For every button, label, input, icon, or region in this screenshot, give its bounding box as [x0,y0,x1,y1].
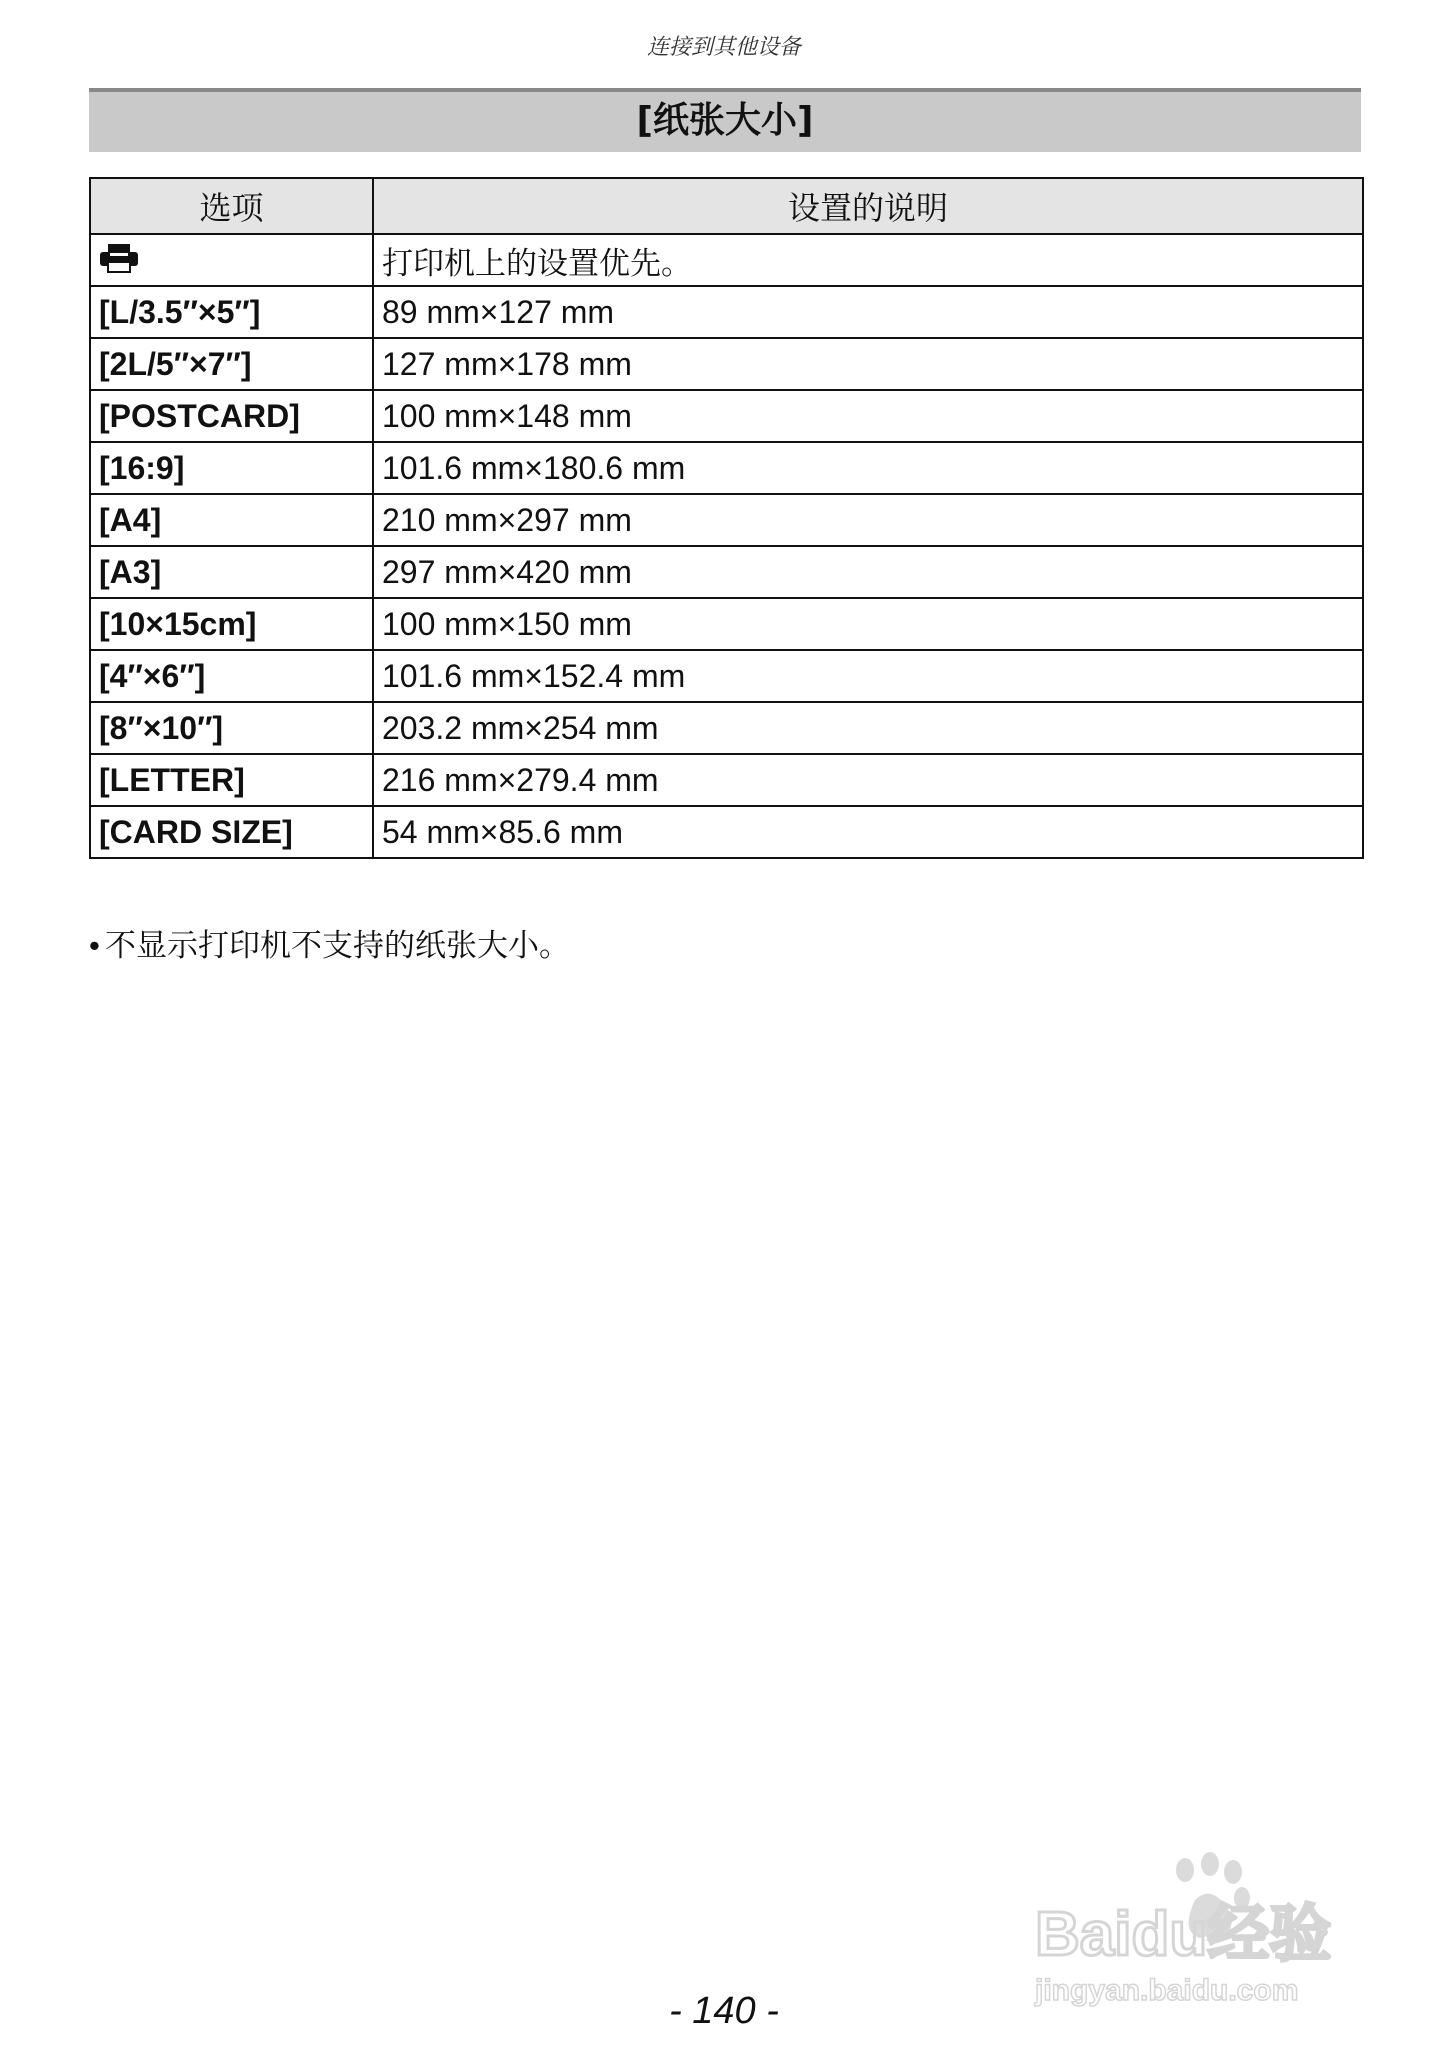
bullet-icon: • [89,928,100,963]
table-row [90,286,1363,338]
option-cell: [10×15cm] [90,598,373,650]
table-row [90,650,1363,702]
table-row [90,338,1363,390]
footnote [89,920,570,965]
table-row [90,546,1363,598]
description-cell: 101.6 mm×180.6 mm [373,442,1363,494]
option-cell: [POSTCARD] [90,390,373,442]
watermark-text: Baidu经验 [1035,1900,1332,1969]
description-cell: 216 mm×279.4 mm [373,754,1363,806]
section-title: [纸张大小] [89,88,1361,152]
option-cell: [A4] [90,494,373,546]
option-cell: [LETTER] [90,754,373,806]
description-cell: 54 mm×85.6 mm [373,806,1363,858]
table-row [90,494,1363,546]
description-cell: 打印机上的设置优先。 [373,234,1363,286]
table-row [90,442,1363,494]
paper-size-table [89,177,1364,859]
option-cell: [L/3.5″×5″] [90,286,373,338]
table-row [90,754,1363,806]
table-row [90,234,1363,286]
table-row [90,702,1363,754]
column-header-description: 设置的说明 [373,178,1363,234]
footnote-text: 不显示打印机不支持的纸张大小。 [105,928,570,964]
description-cell: 203.2 mm×254 mm [373,702,1363,754]
description-cell: 100 mm×148 mm [373,390,1363,442]
option-cell: [CARD SIZE] [90,806,373,858]
description-cell: 101.6 mm×152.4 mm [373,650,1363,702]
description-cell: 297 mm×420 mm [373,546,1363,598]
option-cell: [16:9] [90,442,373,494]
option-cell: [2L/5″×7″] [90,338,373,390]
description-cell: 100 mm×150 mm [373,598,1363,650]
chapter-header: 连接到其他设备 [646,35,801,60]
option-cell [90,234,373,286]
option-cell: [4″×6″] [90,650,373,702]
table-row [90,806,1363,858]
table-row [90,390,1363,442]
description-cell: 210 mm×297 mm [373,494,1363,546]
description-cell: 127 mm×178 mm [373,338,1363,390]
page-number: - 140 - [669,1990,779,2032]
watermark-url: jingyan.baidu.com [1035,1974,1299,2007]
table-header-row [90,178,1363,234]
table-row [90,598,1363,650]
description-cell: 89 mm×127 mm [373,286,1363,338]
column-header-option: 选项 [90,178,373,234]
option-cell: [A3] [90,546,373,598]
baidu-watermark-logo [1030,1850,1370,2010]
printer-icon [99,243,139,277]
option-cell: [8″×10″] [90,702,373,754]
